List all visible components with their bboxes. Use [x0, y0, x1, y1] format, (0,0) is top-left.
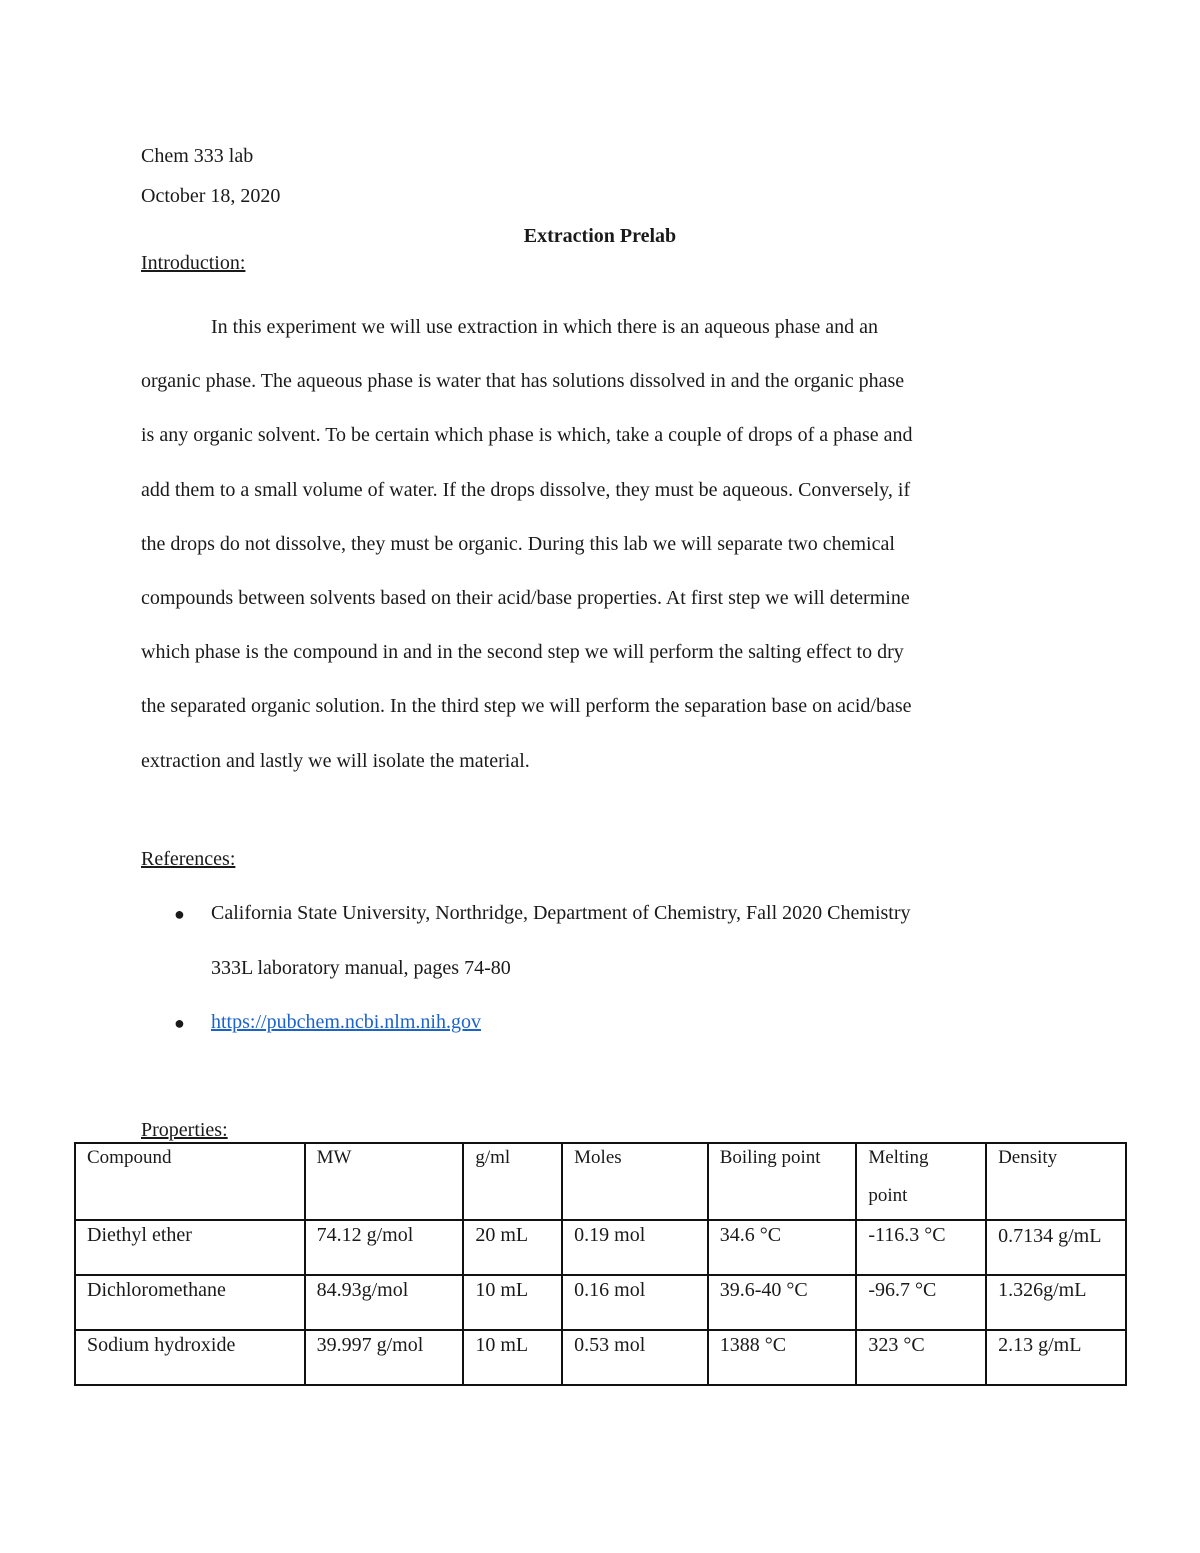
- document-date: October 18, 2020: [141, 185, 281, 207]
- table-row: [75, 1220, 1126, 1275]
- column-header-density: Density: [986, 1143, 1126, 1220]
- table-row: [75, 1275, 1126, 1330]
- reference-item-manual-line1: California State University, Northridge, Department of Chemistry, Fall 2020 Chemistry: [211, 902, 911, 924]
- cell-moles: 0.53 mol: [562, 1330, 708, 1385]
- cell-gml: 10 mL: [463, 1330, 562, 1385]
- intro-line: is any organic solvent. To be certain which phase is which, take a couple of drops of a phase and: [141, 424, 913, 447]
- properties-heading: Properties:: [141, 1119, 228, 1141]
- intro-line: In this experiment we will use extraction in which there is an aqueous phase and an: [211, 316, 879, 338]
- intro-line: compounds between solvents based on their acid/base properties. At first step we will determine: [141, 587, 910, 610]
- introduction-paragraph: [141, 300, 1071, 788]
- column-header-moles: Moles: [562, 1143, 708, 1220]
- intro-line: extraction and lastly we will isolate the material.: [141, 749, 530, 772]
- table-row: [75, 1330, 1126, 1385]
- cell-melting-point: -116.3 °C: [856, 1220, 986, 1275]
- column-header-gml: g/ml: [463, 1143, 562, 1220]
- bullet-icon: ●: [174, 1013, 185, 1033]
- cell-density: 1.326g/mL: [986, 1275, 1126, 1330]
- cell-moles: 0.16 mol: [562, 1275, 708, 1330]
- table-header-row: [75, 1143, 1126, 1220]
- cell-density: 0.7134 g/mL: [986, 1220, 1126, 1275]
- cell-mw: 74.12 g/mol: [305, 1220, 464, 1275]
- cell-moles: 0.19 mol: [562, 1220, 708, 1275]
- intro-line: the drops do not dissolve, they must be organic. During this lab we will separate two chemical: [141, 532, 895, 555]
- introduction-heading: Introduction:: [141, 252, 246, 274]
- properties-table: [74, 1142, 1127, 1386]
- cell-compound: Diethyl ether: [75, 1220, 305, 1275]
- cell-compound: Sodium hydroxide: [75, 1330, 305, 1385]
- cell-mw: 39.997 g/mol: [305, 1330, 464, 1385]
- intro-line: which phase is the compound in and in the second step we will perform the salting effect to dry: [141, 641, 904, 664]
- document-title: Extraction Prelab: [523, 225, 677, 247]
- cell-melting-point: -96.7 °C: [856, 1275, 986, 1330]
- column-header-compound: Compound: [75, 1143, 305, 1220]
- cell-gml: 20 mL: [463, 1220, 562, 1275]
- cell-melting-point: 323 °C: [856, 1330, 986, 1385]
- intro-line: add them to a small volume of water. If the drops dissolve, they must be aqueous. Conversely, if: [141, 478, 911, 501]
- column-header-mw: MW: [305, 1143, 464, 1220]
- cell-compound: Dichloromethane: [75, 1275, 305, 1330]
- reference-item-manual-line2: 333L laboratory manual, pages 74-80: [211, 957, 511, 979]
- column-header-melting-point: [856, 1143, 986, 1220]
- cell-gml: 10 mL: [463, 1275, 562, 1330]
- column-header-boiling-point: Boiling point: [708, 1143, 857, 1220]
- references-heading: References:: [141, 848, 236, 870]
- bullet-icon: ●: [174, 904, 185, 924]
- cell-boiling-point: 34.6 °C: [708, 1220, 857, 1275]
- reference-link-pubchem[interactable]: https://pubchem.ncbi.nlm.nih.gov: [211, 1011, 481, 1033]
- course-name: Chem 333 lab: [141, 145, 254, 167]
- intro-line: organic phase. The aqueous phase is water that has solutions dissolved in and the organic phase: [141, 370, 905, 393]
- cell-mw: 84.93g/mol: [305, 1275, 464, 1330]
- cell-boiling-point: 39.6-40 °C: [708, 1275, 857, 1330]
- cell-boiling-point: 1388 °C: [708, 1330, 857, 1385]
- column-header-melting-word: Melting: [868, 1147, 929, 1168]
- cell-density: 2.13 g/mL: [986, 1330, 1126, 1385]
- column-header-point-word: point: [868, 1185, 908, 1206]
- intro-line: the separated organic solution. In the third step we will perform the separation base on acid/base: [141, 695, 912, 718]
